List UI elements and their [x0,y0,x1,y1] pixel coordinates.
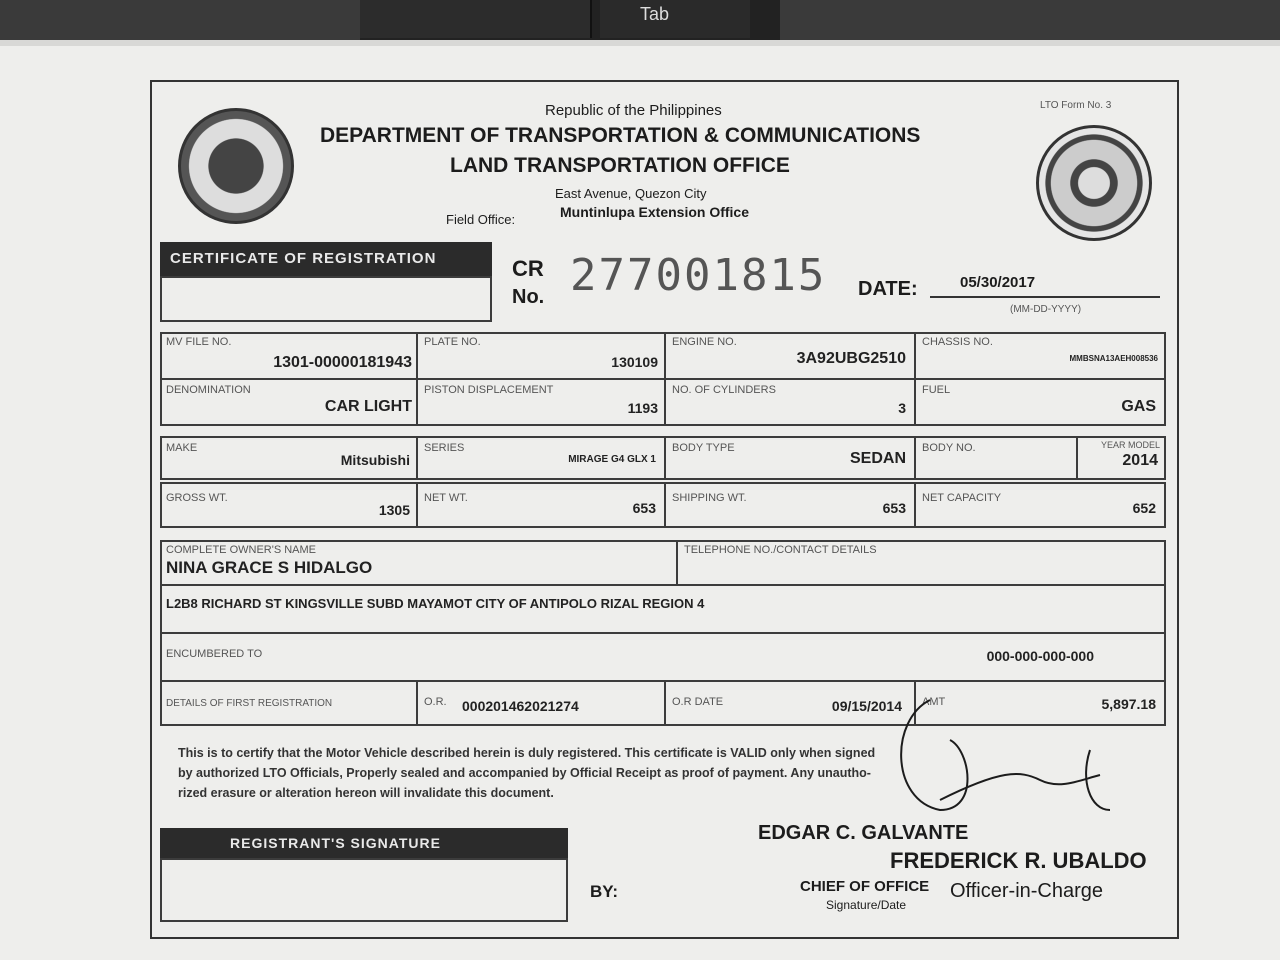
registrant-signature-band [160,828,568,858]
make-cell [160,436,418,480]
certificate-title-box [160,276,492,322]
dotc-seal-icon [178,108,294,224]
date-value: 05/30/2017 [960,274,1036,291]
owner-address-value: L2B8 RICHARD ST KINGSVILLE SUBD MAYAMOT CITY OF ANTIPOLO RIZAL REGION 4 [166,596,705,611]
amount-label: AMT [922,696,946,708]
or-date-value: 09/15/2014 [831,698,902,714]
net-capacity-value: 652 [1132,500,1156,516]
plate-value: 130109 [611,354,658,370]
owner-address-cell [160,584,1166,634]
denomination-value: CAR LIGHT [324,398,412,415]
engine-cell [664,332,916,380]
tab-key-label: Tab [640,4,670,24]
chassis-cell [914,332,1166,380]
form-number: LTO Form No. 3 [1040,100,1112,111]
denomination-label: DENOMINATION [166,384,251,396]
shipping-wt-value: 653 [882,500,906,516]
gross-wt-cell [160,482,418,528]
certification-line-1: This is to certify that the Motor Vehicle described herein is duly registered. This certificate is VALID only when signed [178,746,876,760]
official-2-name: FREDERICK R. UBALDO [890,848,1147,873]
chassis-value: MMBSNA13AEH008536 [1069,354,1158,363]
net-wt-cell [416,482,666,528]
amount-value: 5,897.18 [1101,696,1156,712]
body-type-cell [664,436,916,480]
registrant-signature-label: REGISTRANT'S SIGNATURE [230,835,441,851]
by-label: BY: [590,882,619,901]
official-2-title: Officer-in-Charge [950,880,1104,902]
year-model-label: YEAR MODEL [1100,440,1160,450]
engine-value: 3A92UBG2510 [796,350,906,367]
year-model-value: 2014 [1122,452,1158,469]
or-number-cell [416,680,666,726]
certification-line-2: by authorized LTO Officials, Properly sealed and accompanied by Official Receipt as proof of payment. Any unautho- [178,766,871,780]
body-no-cell [914,436,1078,480]
keyboard-background [360,0,780,40]
office-title: LAND TRANSPORTATION OFFICE [450,154,790,177]
engine-label: ENGINE NO. [672,336,737,348]
tab-key [600,0,750,38]
contact-cell [676,540,1166,586]
registrant-signature-box [160,858,568,922]
fuel-cell [914,378,1166,426]
address-text: East Avenue, Quezon City [555,186,707,201]
keyboard-key [360,0,592,38]
field-office-label: Field Office: [446,212,516,227]
gross-wt-value: 1305 [378,502,410,518]
or-date-label: O.R DATE [672,696,724,708]
body-type-label: BODY TYPE [672,442,735,454]
mv-file-label: MV FILE NO. [166,336,232,348]
body-type-value: SEDAN [849,450,906,467]
year-model-cell [1076,436,1166,480]
net-wt-label: NET WT. [424,492,468,504]
series-label: SERIES [424,442,465,454]
certificate-title-band [160,242,492,276]
field-office-value: Muntinlupa Extension Office [560,204,750,220]
encumbered-value: 000-000-000-000 [986,648,1094,664]
make-label: MAKE [166,442,198,454]
no-label: No. [512,286,545,308]
official-1-title: CHIEF OF OFFICE [800,878,930,895]
cylinders-label: NO. OF CYLINDERS [672,384,776,396]
owner-name-value: NINA GRACE S HIDALGO [166,558,373,577]
owner-name-label: COMPLETE OWNER'S NAME [166,544,317,556]
date-label: DATE: [858,278,918,300]
piston-label: PISTON DISPLACEMENT [424,384,554,396]
mv-file-cell [160,332,418,380]
cr-number: 277001815 [570,250,827,301]
certification-line-3: rized erasure or alteration hereon will invalidate this document. [178,786,554,800]
piston-cell [416,378,666,426]
shipping-wt-label: SHIPPING WT. [672,492,747,504]
cr-label: CR [512,256,544,281]
certificate-of-registration-document [150,80,1180,940]
first-registration-cell [160,680,418,726]
republic-text: Republic of the Philippines [545,102,722,119]
piston-value: 1193 [627,400,658,416]
certificate-title: CERTIFICATE OF REGISTRATION [170,250,437,267]
contact-label: TELEPHONE NO./CONTACT DETAILS [684,544,877,556]
make-value: Mitsubishi [340,452,410,468]
handwritten-signature-icon [850,660,1150,840]
cylinders-value: 3 [898,400,906,416]
gross-wt-label: GROSS WT. [166,492,228,504]
or-number-value: 000201462021274 [462,698,579,714]
date-underline [930,296,1160,298]
plate-cell [416,332,666,380]
series-cell [416,436,666,480]
fuel-value: GAS [1121,398,1156,415]
series-value: MIRAGE G4 GLX 1 [568,454,656,465]
mv-file-value: 1301-00000181943 [273,354,412,371]
first-registration-label: DETAILS OF FIRST REGISTRATION [166,698,333,709]
signature-date-label: Signature/Date [826,898,907,912]
chassis-label: CHASSIS NO. [922,336,993,348]
date-format: (MM-DD-YYYY) [1010,304,1082,315]
body-no-label: BODY NO. [922,442,976,454]
or-number-label: O.R. [424,696,447,708]
net-capacity-cell [914,482,1166,528]
cylinders-cell [664,378,916,426]
fuel-label: FUEL [922,384,951,396]
net-capacity-label: NET CAPACITY [922,492,1002,504]
encumbered-label: ENCUMBERED TO [166,648,263,660]
lto-seal-icon [1036,125,1152,241]
owner-name-cell [160,540,678,586]
net-wt-value: 653 [632,500,656,516]
department-title: DEPARTMENT OF TRANSPORTATION & COMMUNICATIONS [320,124,921,147]
shipping-wt-cell [664,482,916,528]
plate-label: PLATE NO. [424,336,481,348]
official-1-name: EDGAR C. GALVANTE [758,822,969,844]
denomination-cell [160,378,418,426]
